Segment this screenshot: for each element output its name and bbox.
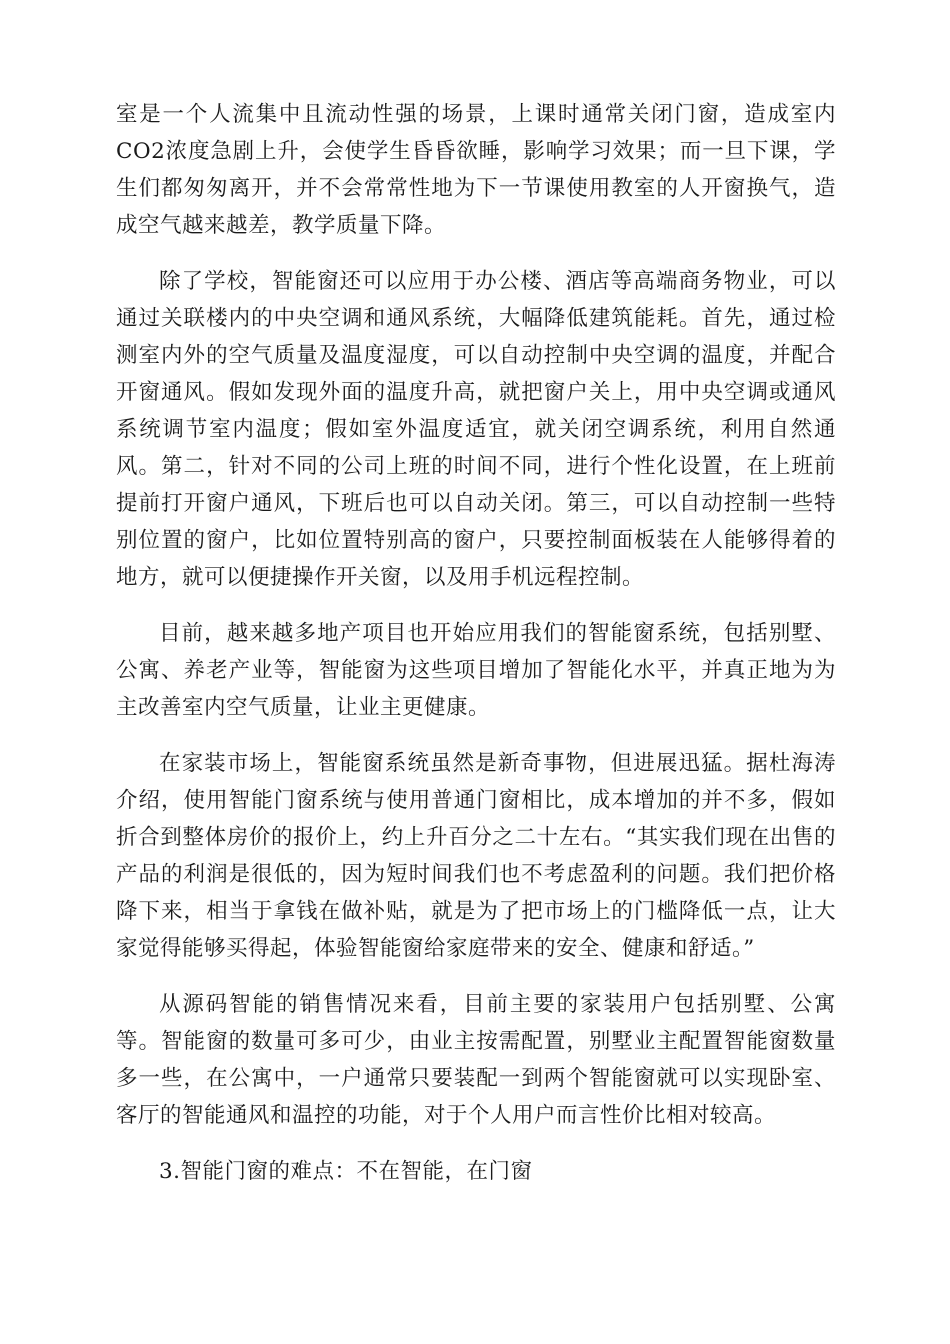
section-heading: 3.智能门窗的难点：不在智能，在门窗	[159, 1159, 533, 1184]
paragraph-real-estate: 目前，越来越多地产项目也开始应用我们的智能窗系统，包括别墅、公寓、养老产业等，智能窗为这些项目增加了智能化水平，并真正地为为主改善室内空气质量，让业主更健康。	[116, 621, 836, 720]
paragraph-home-decoration: 在家装市场上，智能窗系统虽然是新奇事物，但进展迅猛。据杜海涛介绍，使用智能门窗系统与使用普通门窗相比，成本增加的并不多，假如折合到整体房价的报价上，约上升百分之二十左右。“其实我们现在出售的产品的利润是很低的，因为短时间我们也不考虑盈利的问题。我们把价格降下来，相当于拿钱在做补贴，就是为了把市场上的门槛降低一点，让大家觉得能够买得起，体验智能窗给家庭带来的安全、健康和舒适。”	[116, 751, 836, 961]
document-body	[116, 96, 836, 1190]
paragraph-classroom: 室是一个人流集中且流动性强的场景，上课时通常关闭门窗，造成室内CO2浓度急剧上升，会使学生昏昏欲睡，影响学习效果；而一旦下课，学生们都匆匆离开，并不会常常性地为下一节课使用教室的人开窗换气，造成空气越来越差，教学质量下降。	[116, 102, 836, 238]
paragraph-commercial: 除了学校，智能窗还可以应用于办公楼、酒店等高端商务物业，可以通过关联楼内的中央空调和通风系统，大幅降低建筑能耗。首先，通过检测室内外的空气质量及温度湿度，可以自动控制中央空调的温度，并配合开窗通风。假如发现外面的温度升高，就把窗户关上，用中央空调或通风系统调节室内温度；假如室外温度适宜，就关闭空调系统，利用自然通风。第二，针对不同的公司上班的时间不同，进行个性化设置，在上班前提前打开窗户通风，下班后也可以自动关闭。第三，可以自动控制一些特别位置的窗户，比如位置特别高的窗户，只要控制面板装在人能够得着的地方，就可以便捷操作开关窗，以及用手机远程控制。	[116, 269, 836, 590]
paragraph-sales: 从源码智能的销售情况来看，目前主要的家装用户包括别墅、公寓等。智能窗的数量可多可少，由业主按需配置，别墅业主配置智能窗数量多一些，在公寓中，一户通常只要装配一到两个智能窗就可以实现卧室、客厅的智能通风和温控的功能，对于个人用户而言性价比相对较高。	[116, 992, 836, 1128]
